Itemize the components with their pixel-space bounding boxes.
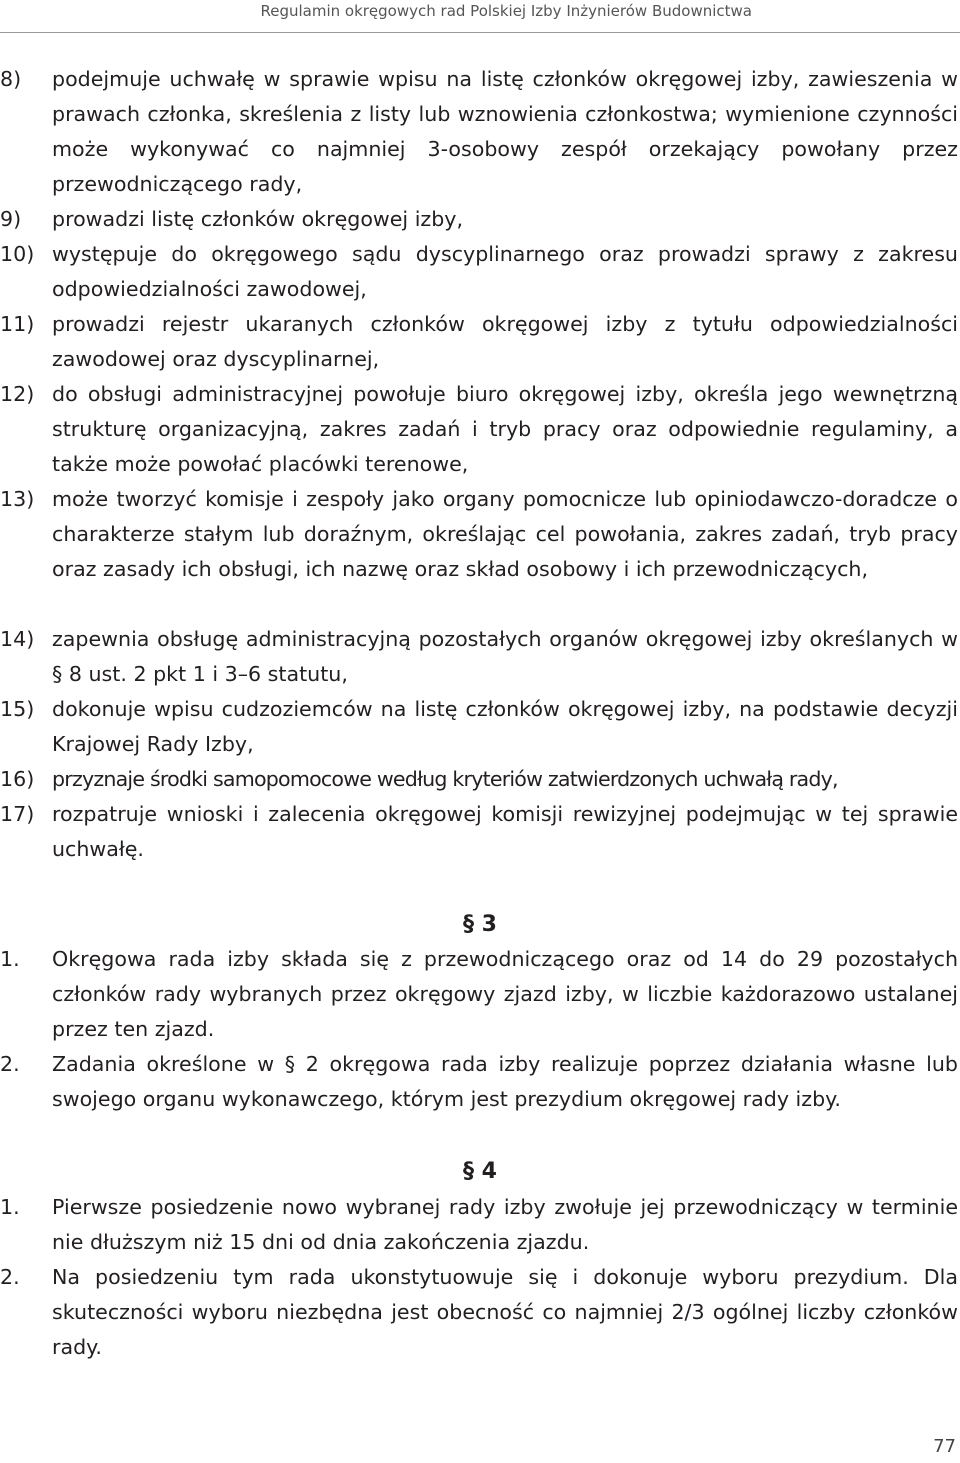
page-number: 77 [933,1436,956,1457]
list-item-number: 12) [0,382,35,406]
list-item-text: prowadzi rejestr ukaranych członków okręgowej izby z tytułu odpowiedzialności zawodowej oraz dyscyplinarnej, [52,312,958,371]
list-item-text: rozpatruje wnioski i zalecenia okręgowej komisji rewizyjnej podejmując w tej sprawie uchwałę. [52,802,958,861]
paragraph-point-number: 2. [0,1265,20,1289]
section-heading-4: § 4 [463,1159,497,1184]
list-item-number: 16) [0,767,35,791]
list-item-number: 10) [0,242,35,266]
paragraph-point [0,1047,960,1117]
list-item-text: prowadzi listę członków okręgowej izby, [52,207,464,231]
list-item [0,622,960,692]
list-item-number: 15) [0,697,35,721]
header-divider [0,32,960,33]
list-item-text: do obsługi administracyjnej powołuje biuro okręgowej izby, określa jego wewnętrzną strukturę organizacyjną, zakres zadań i tryb pracy oraz odpowiednie regulaminy, a także może powołać placówki terenowe, [52,382,958,476]
list-item [0,62,960,202]
list-item-number: 13) [0,487,35,511]
list-item [0,692,960,762]
list-item [0,202,960,237]
list-item-number: 8) [0,67,22,91]
list-item [0,307,960,377]
paragraph-point [0,1190,960,1260]
list-item [0,797,960,867]
list-item [0,762,960,797]
list-item-number: 9) [0,207,22,231]
paragraph-point-number: 2. [0,1052,20,1076]
paragraph-point [0,1260,960,1365]
list-item-text: występuje do okręgowego sądu dyscyplinarnego oraz prowadzi sprawy z zakresu odpowiedzialności zawodowej, [52,242,958,301]
list-item [0,237,960,307]
list-item-text: przyznaje środki samopomocowe według kryteriów zatwierdzonych uchwałą rady, [52,767,838,791]
list-item-text: podejmuje uchwałę w sprawie wpisu na listę członków okręgowej izby, zawieszenia w prawach członka, skreślenia z listy lub wznowienia członkostwa; wymienione czynności może wykonywać co najmniej 3-osobowy zespół orzekający powołany przez przewodniczącego rady, [52,67,958,196]
paragraph-point-text: Okręgowa rada izby składa się z przewodniczącego oraz od 14 do 29 pozostałych członków rady wybranych przez okręgowy zjazd izby, w liczbie każdorazowo ustalanej przez ten zjazd. [52,947,958,1041]
paragraph-point-number: 1. [0,947,20,971]
section-heading-3: § 3 [463,912,497,937]
list-item [0,482,960,587]
paragraph-point-text: Zadania określone w § 2 okręgowa rada izby realizuje poprzez działania własne lub swojego organu wykonawczego, którym jest prezydium okręgowej rady izby. [52,1052,958,1111]
running-header-title: Regulamin okręgowych rad Polskiej Izby Inżynierów Budownictwa [260,2,752,20]
list-item-text: dokonuje wpisu cudzoziemców na listę członków okręgowej izby, na podstawie decyzji Krajowej Rady Izby, [52,697,958,756]
paragraph-point-number: 1. [0,1195,20,1219]
list-item [0,377,960,482]
list-item-number: 17) [0,802,35,826]
running-header [0,0,960,24]
paragraph-point-text: Na posiedzeniu tym rada ukonstytuowuje się i dokonuje wyboru prezydium. Dla skuteczności wyboru niezbędna jest obecność co najmniej 2/3 ogólnej liczby członków rady. [52,1265,958,1359]
paragraph-point-text: Pierwsze posiedzenie nowo wybranej rady izby zwołuje jej przewodniczący w terminie nie dłuższym niż 15 dni od dnia zakończenia zjazdu. [52,1195,958,1254]
list-item-number: 11) [0,312,35,336]
list-item-number: 14) [0,627,35,651]
paragraph-point [0,942,960,1047]
list-item-text: może tworzyć komisje i zespoły jako organy pomocnicze lub opiniodawczo-doradcze o charakterze stałym lub doraźnym, określając cel powołania, zakres zadań, tryb pracy oraz zasady ich obsługi, ich nazwę oraz skład osobowy i ich przewodniczących, [52,487,958,581]
list-item-text: zapewnia obsługę administracyjną pozostałych organów okręgowej izby określanych w § 8 ust. 2 pkt 1 i 3–6 statutu, [52,627,958,686]
